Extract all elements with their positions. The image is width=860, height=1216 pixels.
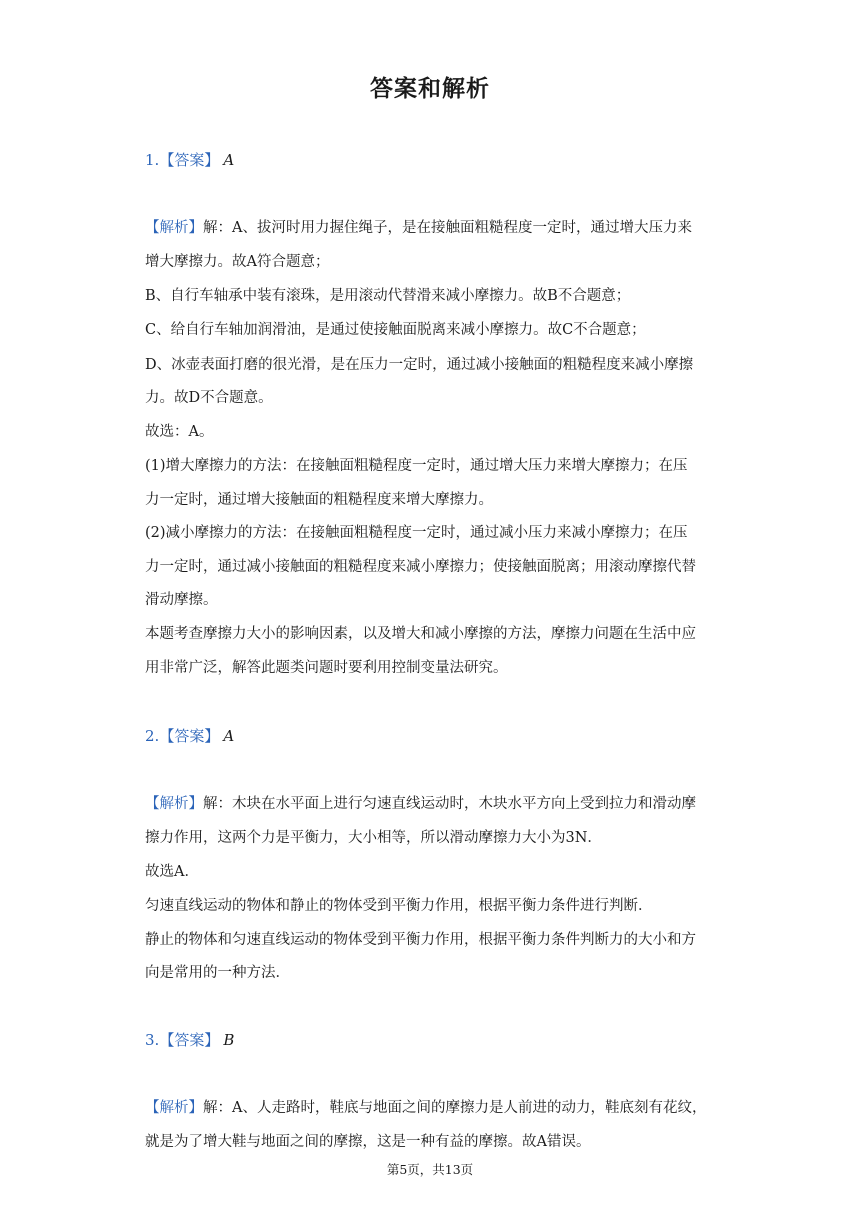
question-2-answer	[145, 726, 234, 746]
analysis-line: B、自行车轴承中装有滚珠，是用滚动代替滑来减小摩擦力。故B不合题意；	[145, 288, 631, 304]
analysis-line: 增大摩擦力。故A符合题意；	[145, 254, 330, 270]
question-number: 1.	[145, 151, 160, 169]
analysis-line: 本题考查摩擦力大小的影响因素，以及增大和减小摩擦的方法，摩擦力问题在生活中应	[145, 626, 696, 642]
answer-tag: 【答案】	[159, 151, 220, 169]
page-footer: 第5页，共13页	[386, 1162, 474, 1177]
answer-tag: 【答案】	[159, 1031, 220, 1049]
question-number: 3.	[145, 1031, 160, 1049]
answer-value: B	[223, 1031, 235, 1049]
analysis-line: D、冰壶表面打磨的很光滑，是在压力一定时，通过减小接触面的粗糙程度来减小摩擦	[145, 357, 694, 373]
analysis-line: 故选：A。	[145, 424, 214, 440]
analysis-line: 【解析】解：A、拔河时用力握住绳子，是在接触面粗糙程度一定时，通过增大压力来	[145, 220, 692, 236]
answer-value: A	[223, 727, 235, 745]
analysis-line: 就是为了增大鞋与地面之间的摩擦，这是一种有益的摩擦。故A错误。	[145, 1134, 591, 1150]
question-1-answer	[145, 150, 234, 170]
question-number: 2.	[145, 727, 160, 745]
analysis-line: 滑动摩擦。	[145, 592, 218, 608]
analysis-line: 【解析】解：A、人走路时，鞋底与地面之间的摩擦力是人前进的动力，鞋底刻有花纹，	[145, 1100, 707, 1116]
analysis-line: (1)增大摩擦力的方法：在接触面粗糙程度一定时，通过增大压力来增大摩擦力；在压	[145, 458, 688, 474]
analysis-tag: 【解析】	[145, 1100, 203, 1116]
analysis-line: 力一定时，通过增大接触面的粗糙程度来增大摩擦力。	[145, 492, 493, 508]
analysis-tag: 【解析】	[145, 796, 203, 812]
question-3-answer	[145, 1030, 234, 1050]
analysis-line: 匀速直线运动的物体和静止的物体受到平衡力作用，根据平衡力条件进行判断．	[145, 898, 653, 914]
analysis-line: (2)减小摩擦力的方法：在接触面粗糙程度一定时，通过减小压力来减小摩擦力；在压	[145, 525, 688, 541]
analysis-line: 擦力作用，这两个力是平衡力，大小相等，所以滑动摩擦力大小为3N．	[145, 830, 602, 846]
answer-value: A	[223, 151, 235, 169]
analysis-line: C、给自行车轴加润滑油，是通过使接触面脱离来减小摩擦力。故C不合题意；	[145, 322, 646, 338]
analysis-line: 故选A．	[145, 864, 199, 880]
analysis-line: 【解析】解：木块在水平面上进行匀速直线运动时，木块水平方向上受到拉力和滑动摩	[145, 796, 696, 812]
analysis-line: 力一定时，通过减小接触面的粗糙程度来减小摩擦力；使接触面脱离；用滚动摩擦代替	[145, 559, 696, 575]
analysis-line: 静止的物体和匀速直线运动的物体受到平衡力作用，根据平衡力条件判断力的大小和方	[145, 932, 696, 948]
page-title: 答案和解析	[370, 76, 490, 102]
analysis-tag: 【解析】	[145, 220, 203, 236]
answer-tag: 【答案】	[159, 727, 220, 745]
analysis-line: 力。故D不合题意。	[145, 390, 273, 406]
analysis-line: 用非常广泛，解答此题类问题时要利用控制变量法研究。	[145, 660, 508, 676]
analysis-line: 向是常用的一种方法．	[145, 965, 290, 981]
